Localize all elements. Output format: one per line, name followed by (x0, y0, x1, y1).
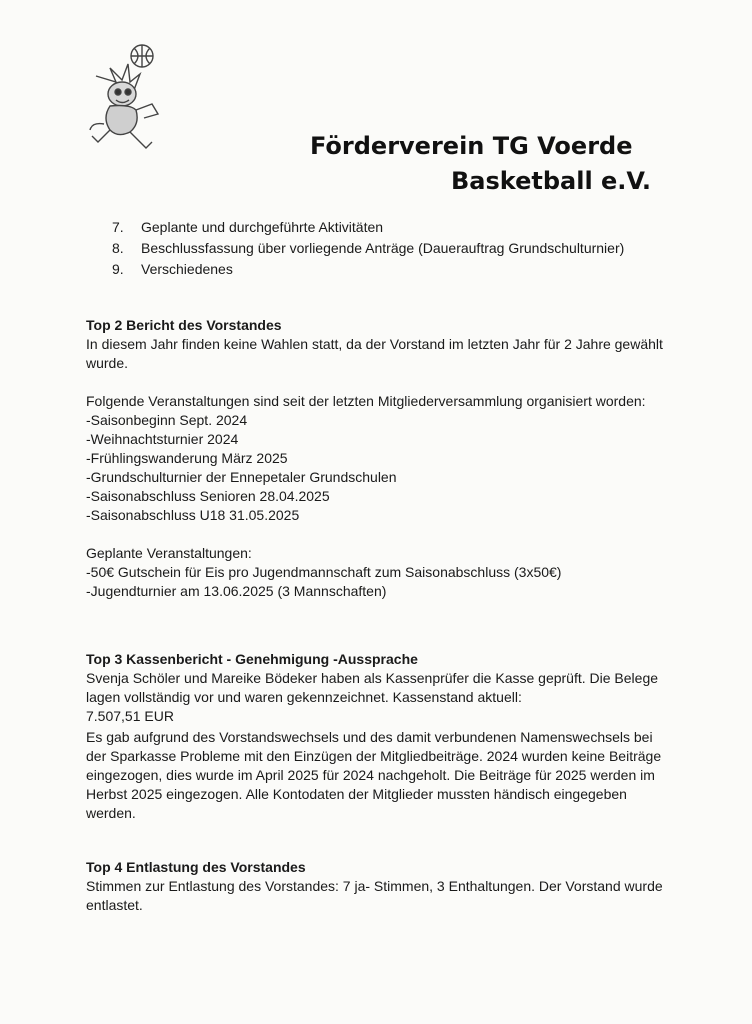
top2-events-intro: Folgende Veranstaltungen sind seit der letzten Mitgliederversammlung organisiert worden: (86, 393, 646, 409)
agenda-item-text: Beschlussfassung über vorliegende Anträge (Dauerauftrag Grundschulturnier) (141, 239, 625, 256)
club-title-line1: Förderverein TG Voerde (310, 132, 633, 160)
event-item: -Saisonabschluss Senioren 28.04.2025 (86, 488, 330, 504)
event-item: -Frühlingswanderung März 2025 (86, 450, 288, 466)
planned-item: -50€ Gutschein für Eis pro Jugendmannschaft zum Saisonabschluss (3x50€) (86, 564, 562, 580)
event-item: -Saisonbeginn Sept. 2024 (86, 412, 248, 428)
agenda-item (112, 258, 624, 279)
top2-heading: Top 2 Bericht des Vorstandes (86, 317, 282, 333)
agenda-item-number: 9. (112, 260, 124, 277)
agenda-list (112, 216, 624, 279)
agenda-item-text: Verschiedenes (141, 260, 233, 277)
top3-heading: Top 3 Kassenbericht - Genehmigung -Aussprache (86, 651, 418, 667)
agenda-item (112, 237, 624, 258)
club-title-line2: Basketball e.V. (451, 167, 652, 195)
event-item: -Saisonabschluss U18 31.05.2025 (86, 507, 300, 523)
events-list (86, 411, 676, 525)
planned-list (86, 563, 676, 601)
top2-section (86, 316, 676, 601)
top3-section (86, 650, 676, 823)
event-item: -Weihnachtsturnier 2024 (86, 431, 239, 447)
cash-balance: 7.507,51 EUR (86, 708, 174, 724)
top3-paragraph1: Svenja Schöler und Mareike Bödeker haben als Kassenprüfer die Kasse geprüft. Die Belege lagen vollständig vor und waren gekennzeichnet. Kassenstand aktuell: (86, 670, 659, 705)
agenda-item-text: Geplante und durchgeführte Aktivitäten (141, 218, 384, 235)
agenda-item-number: 7. (112, 218, 124, 235)
club-mascot-logo (88, 38, 168, 158)
mascot-icon (88, 38, 168, 158)
top4-heading: Top 4 Entlastung des Vorstandes (86, 859, 306, 875)
planned-label: Geplante Veranstaltungen: (86, 545, 252, 561)
top4-paragraph: Stimmen zur Entlastung des Vorstandes: 7 ja- Stimmen, 3 Enthaltungen. Der Vorstand wurde entlastet. (86, 878, 663, 913)
agenda-item (112, 216, 624, 237)
top3-paragraph2: Es gab aufgrund des Vorstandswechsels und des damit verbundenen Namenswechsels bei der Sparkasse Probleme mit den Einzügen der Mitgliedbeiträge. 2024 wurden keine Beiträge eingezogen, dies wurde im April 2025 für 2024 nachgeholt. Die Beiträge für 2025 werden im Herbst 2025 eingezogen. Alle Kontodaten der Mitglieder mussten händisch eingegeben werden. (86, 729, 662, 821)
event-item: -Grundschulturnier der Ennepetaler Grundschulen (86, 469, 397, 485)
planned-item: -Jugendturnier am 13.06.2025 (3 Mannschaften) (86, 583, 387, 599)
agenda-item-number: 8. (112, 239, 124, 256)
top2-intro: In diesem Jahr finden keine Wahlen statt, da der Vorstand im letzten Jahr für 2 Jahre gewählt wurde. (86, 336, 663, 371)
top4-section (86, 858, 676, 915)
